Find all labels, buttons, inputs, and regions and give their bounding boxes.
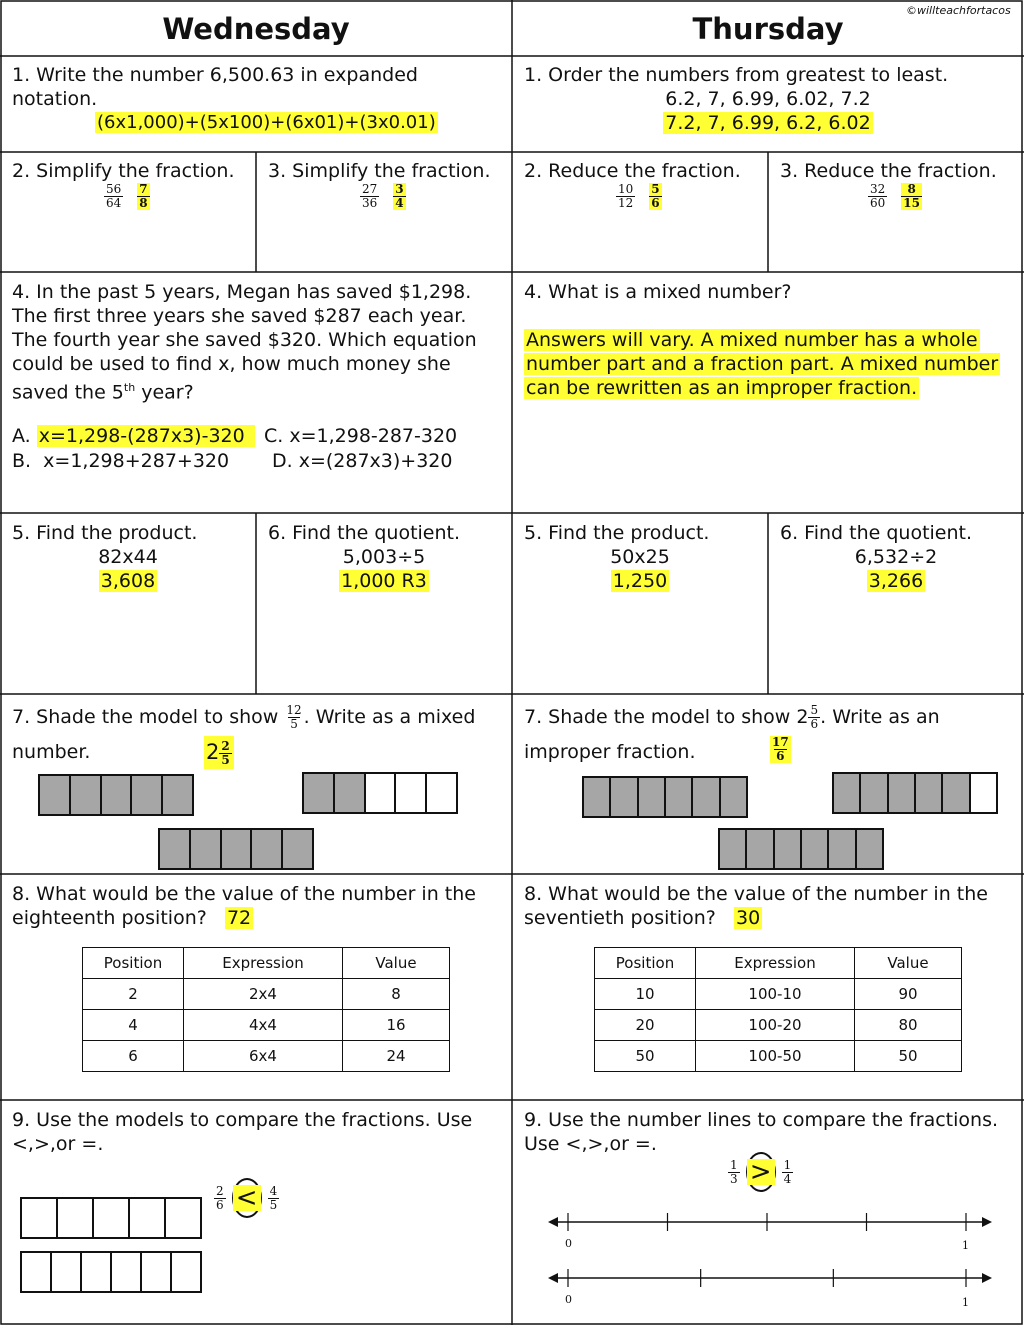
table-cell: 2 bbox=[83, 979, 184, 1010]
table-cell: 8 bbox=[343, 979, 450, 1010]
wed-q1-prompt-2: notation. bbox=[12, 88, 98, 110]
wed-q7-prompt-2: number. bbox=[12, 741, 91, 763]
model-cell bbox=[52, 1253, 82, 1291]
denominator: 15 bbox=[903, 196, 920, 210]
model-cell bbox=[666, 778, 693, 816]
text: seventieth position? bbox=[524, 907, 716, 929]
numerator: 2 bbox=[221, 739, 230, 753]
numerator: 5 bbox=[651, 182, 660, 196]
table-row bbox=[83, 1041, 450, 1072]
numerator: 3 bbox=[395, 182, 404, 196]
wed-q8-prompt-1: 8. What would be the value of the number in the bbox=[12, 883, 476, 905]
table-cell: 6x4 bbox=[184, 1041, 343, 1072]
wed-q4-line-1: 4. In the past 5 years, Megan has saved $1,298. bbox=[12, 281, 472, 303]
denominator: 64 bbox=[106, 196, 122, 210]
comparison-symbol bbox=[746, 1152, 776, 1192]
wed-q2-answer bbox=[137, 183, 149, 210]
numerator: 8 bbox=[907, 182, 916, 196]
thu-q4-answer-1 bbox=[524, 328, 980, 352]
numerator: 27 bbox=[362, 182, 378, 196]
table-cell: 20 bbox=[595, 1010, 696, 1041]
table-header-row bbox=[595, 948, 962, 979]
right-fraction bbox=[782, 1159, 794, 1186]
model-cell bbox=[22, 1253, 52, 1291]
wed-q1-prompt-1: 1. Write the number 6,500.63 in expanded bbox=[12, 64, 418, 86]
thu-q8-table bbox=[594, 947, 962, 1072]
thu-q7-prompt-2: improper fraction. bbox=[524, 741, 696, 763]
thursday-header: Thursday bbox=[692, 12, 844, 46]
right-arrow bbox=[982, 1273, 992, 1283]
numerator: 10 bbox=[618, 182, 634, 196]
model-cell bbox=[775, 830, 802, 868]
left-arrow bbox=[548, 1273, 558, 1283]
whole: 2 bbox=[206, 740, 220, 764]
column-header: Position bbox=[83, 948, 184, 979]
denominator: 5 bbox=[221, 753, 230, 767]
thu-q4-prompt: 4. What is a mixed number? bbox=[524, 281, 792, 303]
symbol-text: > bbox=[747, 1159, 775, 1185]
wed-q3-fractions bbox=[360, 183, 406, 210]
wed-q3-fraction bbox=[360, 183, 379, 210]
wed-q7-answer bbox=[204, 736, 234, 769]
model-cell bbox=[142, 1253, 172, 1291]
thu-q7-prompt bbox=[524, 702, 940, 732]
thu-q4-answer-2 bbox=[524, 352, 1000, 376]
answer-text: 1,000 R3 bbox=[341, 570, 427, 592]
choice-b-text: x=1,298+287+320 bbox=[43, 450, 230, 472]
wed-q4-line-4: could be used to find x, how much money she bbox=[12, 353, 451, 375]
wed-q4-line-5 bbox=[12, 376, 194, 404]
answer-text: number part and a fraction part. A mixed number bbox=[526, 353, 999, 375]
right-arrow bbox=[982, 1217, 992, 1227]
model-cell bbox=[611, 778, 638, 816]
thu-q9-line1-end: 1 bbox=[962, 1239, 969, 1252]
denominator: 3 bbox=[730, 1171, 738, 1186]
wed-q5-problem: 82x44 bbox=[98, 546, 158, 568]
model-cell bbox=[22, 1199, 58, 1237]
table-cell: 2x4 bbox=[184, 979, 343, 1010]
thu-q9-number-lines bbox=[512, 1198, 1024, 1323]
model-cell bbox=[889, 774, 916, 812]
wed-q2-fractions bbox=[104, 183, 150, 210]
wed-q4-line-2: The first three years she saved $287 each year. bbox=[12, 305, 467, 327]
model-cell bbox=[829, 830, 856, 868]
text: year? bbox=[135, 381, 194, 404]
wed-q7-model-3 bbox=[158, 828, 314, 870]
model-cell bbox=[396, 774, 427, 812]
text: eighteenth position? bbox=[12, 907, 207, 929]
wed-q2-fraction bbox=[104, 183, 123, 210]
table-cell: 16 bbox=[343, 1010, 450, 1041]
symbol-text: < bbox=[233, 1185, 261, 1211]
thu-q1-prompt: 1. Order the numbers from greatest to least. bbox=[524, 64, 949, 86]
wed-q6-problem: 5,003÷5 bbox=[342, 546, 426, 568]
model-cell bbox=[971, 774, 996, 812]
denominator: 6 bbox=[776, 749, 785, 763]
thu-q9-prompt-2: Use <,>,or =. bbox=[524, 1133, 657, 1155]
answer-fraction bbox=[219, 740, 231, 767]
denominator: 6 bbox=[651, 196, 660, 210]
text: . Write as a mixed bbox=[303, 706, 476, 728]
denominator: 12 bbox=[618, 196, 634, 210]
answer-text: 30 bbox=[735, 907, 761, 929]
wed-q4-choice-c: C. x=1,298-287-320 bbox=[264, 425, 458, 447]
table-row bbox=[595, 1010, 962, 1041]
wed-q6-prompt: 6. Find the quotient. bbox=[268, 522, 461, 544]
denominator: 4 bbox=[783, 1171, 792, 1186]
choice-letter: A. bbox=[12, 425, 31, 447]
model-cell bbox=[857, 830, 882, 868]
model-cell bbox=[160, 830, 191, 868]
model-cell bbox=[82, 1253, 112, 1291]
numerator: 32 bbox=[870, 182, 886, 196]
comparison-symbol bbox=[232, 1178, 262, 1218]
table-row bbox=[83, 979, 450, 1010]
wed-q7-model-1 bbox=[38, 774, 194, 816]
wed-q6-answer bbox=[256, 569, 512, 593]
thu-q2-fractions bbox=[616, 183, 662, 210]
thu-q6-prompt: 6. Find the quotient. bbox=[780, 522, 973, 544]
denominator: 6 bbox=[810, 717, 819, 731]
table-cell: 10 bbox=[595, 979, 696, 1010]
column-header: Position bbox=[595, 948, 696, 979]
table-header-row bbox=[83, 948, 450, 979]
table-cell: 50 bbox=[855, 1041, 962, 1072]
wed-q9-model-2 bbox=[20, 1251, 202, 1293]
table-cell: 4x4 bbox=[184, 1010, 343, 1041]
table-cell: 24 bbox=[343, 1041, 450, 1072]
model-cell bbox=[112, 1253, 142, 1291]
thu-q1-numbers: 6.2, 7, 6.99, 6.02, 7.2 bbox=[665, 88, 871, 110]
model-cell bbox=[283, 830, 312, 868]
model-cell bbox=[58, 1199, 94, 1237]
column-header: Expression bbox=[184, 948, 343, 979]
wed-q3-prompt: 3. Simplify the fraction. bbox=[268, 160, 491, 182]
wed-q3-answer bbox=[393, 183, 405, 210]
thu-q3-prompt: 3. Reduce the fraction. bbox=[780, 160, 997, 182]
answer-text: 3,608 bbox=[100, 570, 156, 592]
thu-q9-comparison bbox=[728, 1152, 793, 1192]
wed-q8-table bbox=[82, 947, 450, 1072]
thu-q6-answer bbox=[768, 569, 1024, 593]
table-cell: 80 bbox=[855, 1010, 962, 1041]
thu-q7-model-3 bbox=[718, 828, 884, 870]
model-cell bbox=[693, 778, 720, 816]
model-cell bbox=[71, 776, 102, 814]
model-cell bbox=[132, 776, 163, 814]
numerator: 5 bbox=[810, 703, 819, 717]
thu-q8-prompt-1: 8. What would be the value of the number in the bbox=[524, 883, 988, 905]
model-cell bbox=[191, 830, 222, 868]
thu-q9-prompt-1: 9. Use the number lines to compare the fractions. bbox=[524, 1109, 999, 1131]
table-cell: 100-20 bbox=[696, 1010, 855, 1041]
wed-q4-choice-d: D. x=(287x3)+320 bbox=[272, 450, 453, 472]
answer-text: can be rewritten as an improper fraction. bbox=[526, 377, 918, 399]
numerator: 4 bbox=[269, 1183, 278, 1198]
model-cell bbox=[102, 776, 133, 814]
wednesday-header: Wednesday bbox=[162, 12, 350, 46]
thu-q4-answer-3 bbox=[524, 376, 919, 400]
text: 7. Shade the model to show bbox=[12, 706, 279, 728]
table-row bbox=[83, 1010, 450, 1041]
wed-q9-comparison bbox=[214, 1178, 279, 1218]
left-arrow bbox=[548, 1217, 558, 1227]
text: 7. Shade the model to show 2 bbox=[524, 706, 809, 728]
wed-q2-prompt: 2. Simplify the fraction. bbox=[12, 160, 235, 182]
numerator: 56 bbox=[106, 182, 122, 196]
wed-q4-choice-a bbox=[12, 424, 255, 448]
wed-q8-prompt-2 bbox=[12, 906, 253, 930]
model-cell bbox=[166, 1199, 200, 1237]
model-cell bbox=[304, 774, 335, 812]
left-fraction bbox=[728, 1159, 740, 1186]
denominator: 4 bbox=[395, 196, 404, 210]
thu-q3-fraction bbox=[868, 183, 887, 210]
model-cell bbox=[130, 1199, 166, 1237]
model-cell bbox=[720, 830, 747, 868]
numerator: 17 bbox=[772, 735, 789, 749]
thu-q5-prompt: 5. Find the product. bbox=[524, 522, 710, 544]
denominator: 6 bbox=[216, 1197, 224, 1212]
number-line-1 bbox=[548, 1213, 992, 1231]
table-cell: 6 bbox=[83, 1041, 184, 1072]
wed-q1-answer bbox=[95, 111, 438, 135]
thu-q2-fraction bbox=[616, 183, 635, 210]
denominator: 5 bbox=[290, 717, 298, 731]
thu-q9-line1-start: 0 bbox=[565, 1237, 572, 1250]
model-cell bbox=[335, 774, 366, 812]
wed-q5-answer bbox=[0, 569, 256, 593]
denominator: 5 bbox=[269, 1197, 278, 1212]
thu-q7-model-2 bbox=[832, 772, 998, 814]
answer-text: 72 bbox=[226, 907, 252, 929]
model-cell bbox=[834, 774, 861, 812]
answer-text: 1,250 bbox=[612, 570, 668, 592]
denominator: 36 bbox=[362, 196, 378, 210]
model-cell bbox=[94, 1199, 130, 1237]
wed-q5-prompt: 5. Find the product. bbox=[12, 522, 198, 544]
thu-q1-answer bbox=[512, 111, 1024, 135]
column-header: Value bbox=[343, 948, 450, 979]
thu-q2-answer bbox=[649, 183, 661, 210]
model-cell bbox=[252, 830, 283, 868]
wed-q9-prompt-2: <,>,or =. bbox=[12, 1133, 104, 1155]
thu-q3-fractions bbox=[868, 183, 922, 210]
model-cell bbox=[163, 776, 192, 814]
denominator: 60 bbox=[870, 196, 886, 210]
model-cell bbox=[802, 830, 829, 868]
table-row bbox=[595, 1041, 962, 1072]
column-header: Value bbox=[855, 948, 962, 979]
numerator: 2 bbox=[216, 1183, 224, 1198]
thu-q7-fraction bbox=[808, 704, 820, 731]
choice-a-text: x=1,298-(287x3)-320 bbox=[37, 425, 255, 447]
column-header: Expression bbox=[696, 948, 855, 979]
model-cell bbox=[861, 774, 888, 812]
table-cell: 4 bbox=[83, 1010, 184, 1041]
model-cell bbox=[222, 830, 253, 868]
thu-q5-answer bbox=[512, 569, 768, 593]
model-cell bbox=[366, 774, 397, 812]
thu-q1-answer-text: 7.2, 7, 6.99, 6.2, 6.02 bbox=[665, 112, 871, 134]
wed-q4-line-3: The fourth year she saved $320. Which equation bbox=[12, 329, 477, 351]
model-cell bbox=[721, 778, 746, 816]
table-cell: 100-50 bbox=[696, 1041, 855, 1072]
table-cell: 50 bbox=[595, 1041, 696, 1072]
model-cell bbox=[916, 774, 943, 812]
model-cell bbox=[943, 774, 970, 812]
wed-q4-choice-b bbox=[12, 449, 229, 473]
model-cell bbox=[584, 778, 611, 816]
right-fraction bbox=[268, 1185, 280, 1212]
credit-text: ©willteachfortacos bbox=[906, 4, 1011, 17]
thu-q3-answer bbox=[901, 183, 922, 210]
answer-text: 3,266 bbox=[868, 570, 924, 592]
model-cell bbox=[172, 1253, 200, 1291]
numerator: 1 bbox=[783, 1157, 792, 1172]
thu-q6-problem: 6,532÷2 bbox=[854, 546, 938, 568]
model-cell bbox=[40, 776, 71, 814]
numerator: 12 bbox=[286, 703, 302, 717]
wed-q1-answer-text: (6x1,000)+(5x100)+(6x01)+(3x0.01) bbox=[97, 112, 436, 133]
table-cell: 90 bbox=[855, 979, 962, 1010]
model-cell bbox=[427, 774, 456, 812]
denominator: 8 bbox=[139, 196, 148, 210]
numerator: 7 bbox=[139, 182, 148, 196]
superscript: th bbox=[123, 381, 136, 394]
model-cell bbox=[639, 778, 666, 816]
wed-q7-model-2 bbox=[302, 772, 458, 814]
number-line-2 bbox=[548, 1269, 992, 1287]
wed-q7-fraction bbox=[284, 704, 303, 731]
wed-q7-prompt bbox=[12, 702, 475, 732]
thu-q9-line2-start: 0 bbox=[565, 1293, 572, 1306]
thu-q8-prompt-2 bbox=[524, 906, 762, 930]
table-cell: 100-10 bbox=[696, 979, 855, 1010]
wed-q9-model-1 bbox=[20, 1197, 202, 1239]
table-row bbox=[595, 979, 962, 1010]
thu-q5-problem: 50x25 bbox=[610, 546, 670, 568]
choice-letter: B. bbox=[12, 450, 32, 472]
thu-q7-answer bbox=[770, 736, 791, 763]
wed-q9-prompt-1: 9. Use the models to compare the fractions. Use bbox=[12, 1109, 473, 1131]
answer-text: Answers will vary. A mixed number has a whole bbox=[526, 329, 978, 351]
text: . Write as an bbox=[820, 706, 940, 728]
thu-q9-line2-end: 1 bbox=[962, 1296, 969, 1309]
thu-q2-prompt: 2. Reduce the fraction. bbox=[524, 160, 741, 182]
thu-q7-model-1 bbox=[582, 776, 748, 818]
text: saved the 5 bbox=[12, 381, 124, 404]
numerator: 1 bbox=[730, 1157, 738, 1172]
left-fraction bbox=[214, 1185, 226, 1212]
model-cell bbox=[747, 830, 774, 868]
